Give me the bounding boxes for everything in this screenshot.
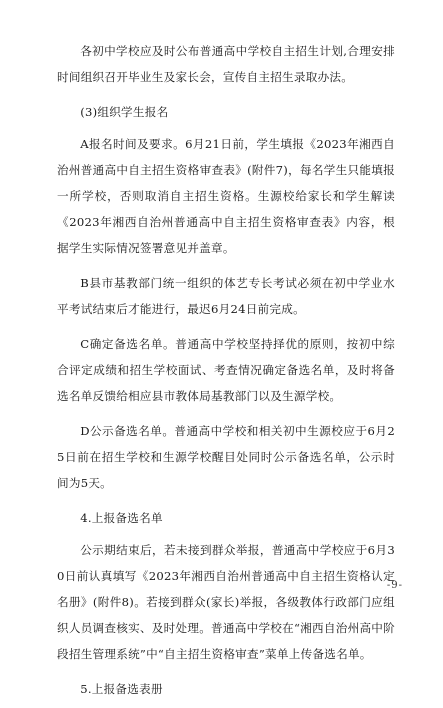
heading-report-forms: 5.上报备选表册 [80,682,163,696]
heading-organize-registration: (3)组织学生报名 [80,105,169,119]
paragraph-a-registration-time: A报名时间及要求。6月21日前，学生填报《2023年湘西自治州普通高中自主招生资格审查表》(附件7)，每名学生只能填报一所学校，否则取消自主招生资格。生源校给家长和学生解读《2023年湘西自治州普通高中自主招生资格审查表》内容，根据学生实际情况签署意见并盖章。 [57,137,395,255]
paragraph-b-arts-exam: B县市基教部门统一组织的体艺专长考试必须在初中学业水平考试结束后才能进行，最迟6月24日前完成。 [57,276,395,316]
paragraph-intro: 各初中学校应及时公布普通高中学校自主招生计划,合理安排时间组织召开毕业生及家长会，宣传自主招生录取办法。 [57,44,395,84]
heading-report-list: 4.上报备选名单 [80,511,163,525]
paragraph-c-confirm-list: C确定备选名单。普通高中学校坚持择优的原则，按初中综合评定成绩和招生学校面试、考查情况确定备选名单，及时将备选名单反馈给相应县市教体局基教部门以及生源学校。 [57,337,395,403]
paragraph-after-publicity: 公示期结束后，若未接到群众举报，普通高中学校应于6月30日前认真填写《2023年湘西自治州普通高中自主招生资格认定名册》(附件8)。若接到群众(家长)举报，各级教体行政部门应组织人员调查核实、及时处理。普通高中学校在“湘西自治州高中阶段招生管理系统”中“自主招生资格审查”菜单上传备选名单。 [57,543,395,661]
page-number: -9- [386,580,403,591]
paragraph-d-publicize-list: D公示备选名单。普通高中学校和相关初中生源校应于6月25日前在招生学校和生源学校醒目处同时公示备选名单，公示时间为5天。 [57,424,395,490]
document-page [57,38,395,708]
